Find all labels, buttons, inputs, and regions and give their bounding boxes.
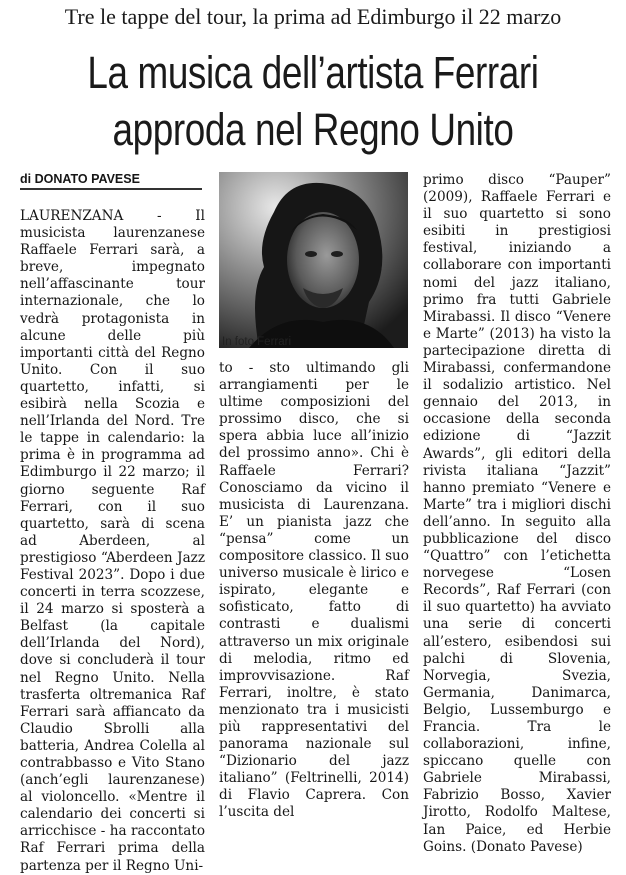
artist-photo — [219, 172, 408, 348]
article-text-3: primo disco “Pauper” (2009), Raffaele Ferrari e il suo quartetto si sono esibiti in prestigiosi festival, iniziando a collaborare con importanti nomi del jazz italiano, primo fra tutti Gabriele Mirabassi. Il disco “Venere e Marte” (2013) ha visto la partecipazione diretta di Mirabassi, confermandone il sodalizio artistico. Nel gennaio del 2013, in occasione della seconda edizione di “Jazzit Awards”, gli editori della rivista italiana “Jazzit” hanno premiato “Venere e Marte” tra i migliori dischi dell’anno. In seguito alla pubblicazione del disco “Quattro” con l’etichetta norvegese “Losen Records”, Raf Ferrari (con il suo quartetto) ha avviato una serie di concerti all’estero, esibendosi sui palchi di Slovenia, Norvegia, Svezia, Germania, Danimarca, Belgio, Lussemburgo e Francia. Tra le collaborazioni, infine, spiccano quelle con Gabriele Mirabassi, Fabrizio Bosso, Xavier Jirotto, Rodolfo Maltese, Ian Paice, ed Herbie Goins. (Donato Pavese) — [423, 172, 611, 855]
article-text-1: LAURENZANA - Il musicista laurenzanese Raffaele Ferrari sarà, a breve, impegnato nell’affascinante tour internazionale, che lo vedrà protagonista in alcune delle più importanti città del Regno Unito. Con il suo quartetto, infatti, si esibirà nella Scozia e nell’Irlanda del Nord. Tre le tappe in calendario: la prima è in programma ad Edimburgo il 22 marzo; il giorno seguente Raf Ferrari, con il suo quartetto, sarà di scena ad Aberdeen, al prestigioso “Aberdeen Jazz Festival 2023”. Dopo i due concerti in terra scozzese, il 24 marzo si sposterà a Belfast (la capitale dell’Irlanda del Nord), dove si concluderà il tour nel Regno Unito. Nella trasferta oltremanica Raf Ferrari sarà affiancato da Claudio Sbrolli alla batteria, Andrea Colella al contrabbasso e Vito Stano (anch’egli laurenzanese) al violoncello. «Mentre il calendario dei concerti si arricchisce - ha raccontato Raf Ferrari prima della partenza per il Regno Uni- — [20, 208, 205, 874]
portrait-image — [219, 172, 408, 348]
headline-line-2: approda nel Regno Unito — [112, 104, 514, 155]
byline-author: DONATO PAVESE — [34, 172, 140, 186]
article-text-2: to - sto ultimando gli arrangiamenti per le ultime composizioni del prossimo disco, che si spera abbia luce all’inizio del prossimo anno». Chi è Raffaele Ferrari? Conosciamo da vicino il musicista di Laurenzana. E’ un pianista jazz che “pensa” come un compositore classico. Il suo universo musicale è lirico e ispirato, elegante e sofisticato, fatto di contrasti e dualismi attraverso un mix originale di melodia, ritmo ed improvvisazione. Raf Ferrari, inoltre, è stato menzionato tra i musicisti più rappresentativi del panorama nazionale sul “Dizionario del jazz italiano” (Feltrinelli, 2014) di Flavio Caprera. Con l’uscita del — [219, 360, 409, 821]
byline — [20, 172, 202, 190]
photo-caption: In foto Ferrari — [222, 336, 292, 348]
headline — [56, 44, 569, 158]
article-column-3 — [423, 172, 611, 855]
article-column-1 — [20, 208, 205, 874]
headline-line-1: La musica dell’artista Ferrari — [87, 47, 539, 98]
article-column-2 — [219, 360, 409, 821]
byline-prefix: di — [20, 172, 32, 186]
kicker: Tre le tappe del tour, la prima ad Edimburgo il 22 marzo — [64, 4, 562, 29]
